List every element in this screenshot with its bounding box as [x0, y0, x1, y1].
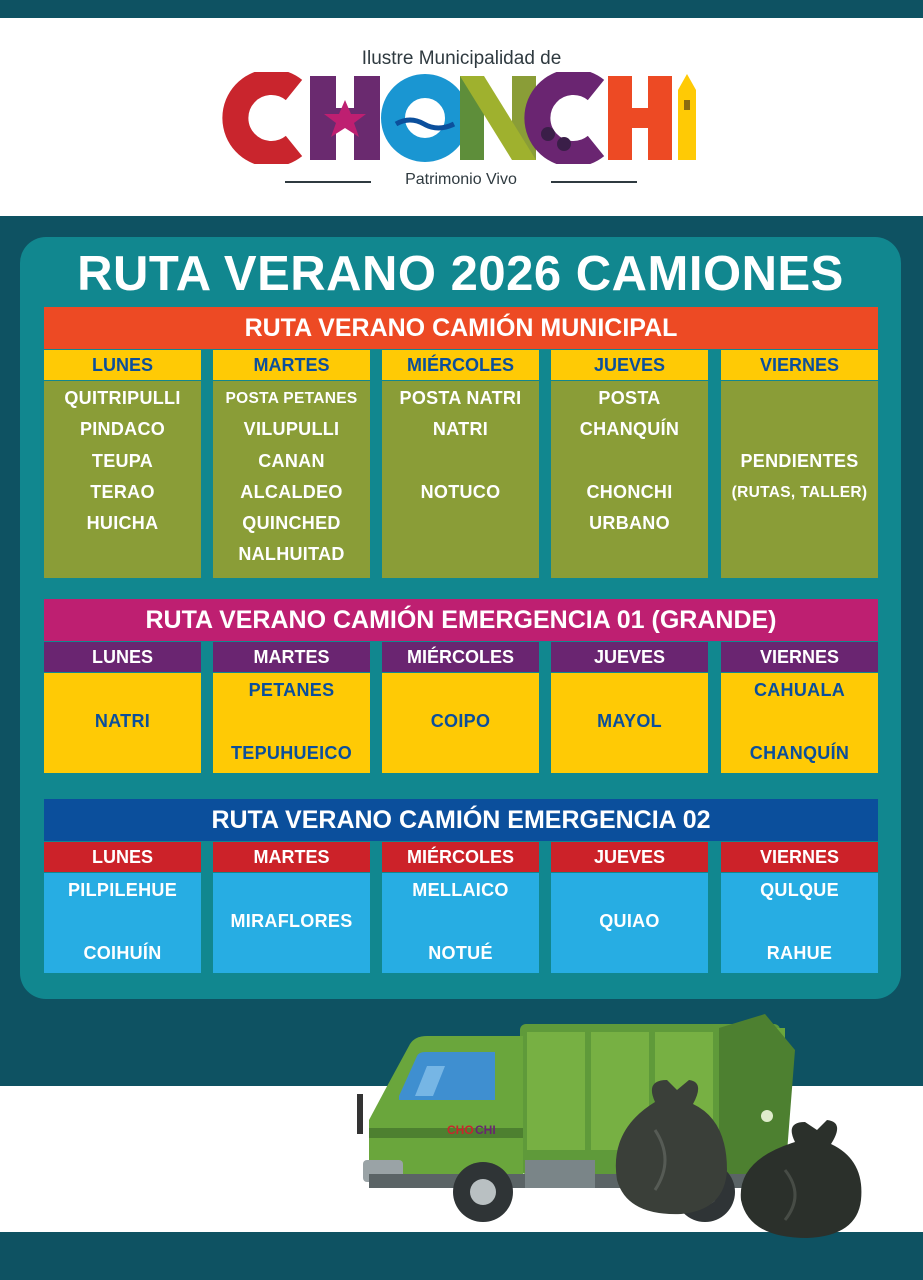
route-name: CHANQUÍN — [579, 419, 680, 440]
top-bar — [0, 0, 923, 18]
route-cell-viernes — [721, 381, 878, 578]
day-header-jueves: JUEVES — [551, 642, 708, 672]
route-name: COIPO — [430, 711, 491, 732]
route-name: NOTUÉ — [428, 942, 493, 963]
route-cell-jueves — [551, 381, 708, 578]
route-name — [721, 906, 878, 937]
route-name — [551, 446, 708, 477]
day-header-lunes: LUNES — [44, 642, 201, 672]
route-name — [721, 383, 878, 414]
route-name — [44, 675, 201, 706]
day-header-jueves: JUEVES — [551, 842, 708, 872]
route-name — [382, 446, 539, 477]
route-cell-martes — [213, 673, 370, 773]
route-name — [213, 706, 370, 737]
route-name — [721, 539, 878, 570]
route-name: NALHUITAD — [238, 544, 345, 565]
route-name: TERAO — [90, 481, 155, 502]
route-name — [551, 738, 708, 769]
route-cell-lunes — [44, 873, 201, 973]
route-name: NATRI — [94, 711, 151, 732]
route-name — [382, 539, 539, 570]
route-name: COIHUÍN — [83, 942, 162, 963]
route-name — [382, 738, 539, 769]
route-name: POSTA PETANES — [225, 390, 358, 407]
route-cell-martes — [213, 381, 370, 578]
route-name — [44, 906, 201, 937]
route-name: QULQUE — [760, 880, 839, 900]
route-name — [551, 938, 708, 969]
day-header-lunes: LUNES — [44, 350, 201, 380]
route-name: TEUPA — [91, 450, 154, 471]
route-name: QUINCHED — [242, 513, 341, 534]
day-header-martes: MARTES — [213, 350, 370, 380]
section-title-municipal: RUTA VERANO CAMIÓN MUNICIPAL — [44, 307, 878, 349]
route-name — [721, 706, 878, 737]
route-name — [213, 938, 370, 969]
day-header-miercoles: MIÉRCOLES — [382, 642, 539, 672]
day-header-lunes: LUNES — [44, 842, 201, 872]
route-name: PETANES — [248, 680, 335, 700]
garbage-truck-icon — [355, 1010, 900, 1242]
route-name: CAHUALA — [753, 680, 846, 700]
day-header-viernes: VIERNES — [721, 350, 878, 380]
route-name: TEPUHUEICO — [230, 742, 352, 763]
route-name: URBANO — [589, 513, 670, 534]
svg-text:CHO: CHO — [447, 1123, 474, 1137]
route-name — [551, 675, 708, 706]
route-name — [382, 906, 539, 937]
section-title-emergencia-02: RUTA VERANO CAMIÓN EMERGENCIA 02 — [44, 799, 878, 841]
tagline-text: Patrimonio Vivo — [405, 171, 517, 188]
route-cell-martes — [213, 873, 370, 973]
svg-text:CHI: CHI — [475, 1123, 496, 1137]
route-name: PILPILEHUE — [67, 880, 177, 900]
route-name: MAYOL — [597, 711, 662, 732]
route-cell-miercoles — [382, 873, 539, 973]
route-name — [382, 675, 539, 706]
route-name: CHONCHI — [586, 481, 673, 502]
route-name — [721, 508, 878, 539]
route-name: QUIAO — [599, 911, 660, 932]
section-title-emergencia-01: RUTA VERANO CAMIÓN EMERGENCIA 01 (GRANDE) — [44, 599, 878, 641]
route-name — [44, 539, 201, 570]
route-name: POSTA NATRI — [399, 388, 522, 408]
day-header-viernes: VIERNES — [721, 842, 878, 872]
route-name — [382, 508, 539, 539]
route-name: CHANQUÍN — [749, 742, 850, 763]
chonchi-logo — [218, 72, 706, 164]
route-name: ALCALDEO — [240, 481, 343, 502]
day-header-miercoles: MIÉRCOLES — [382, 350, 539, 380]
route-name: MELLAICO — [412, 880, 509, 900]
day-header-viernes: VIERNES — [721, 642, 878, 672]
route-cell-lunes — [44, 673, 201, 773]
route-name: NATRI — [432, 419, 489, 440]
route-name — [213, 875, 370, 906]
route-cell-jueves — [551, 673, 708, 773]
day-header-martes: MARTES — [213, 642, 370, 672]
route-name — [551, 875, 708, 906]
route-cell-viernes — [721, 873, 878, 973]
route-name: CANAN — [258, 450, 325, 471]
route-name: HUICHA — [86, 513, 159, 534]
day-header-miercoles: MIÉRCOLES — [382, 842, 539, 872]
route-name: MIRAFLORES — [230, 911, 353, 932]
route-cell-miercoles — [382, 381, 539, 578]
route-name: PINDACO — [79, 419, 166, 440]
page-title: RUTA VERANO 2026 CAMIONES — [77, 247, 844, 301]
route-name: RAHUE — [766, 942, 833, 963]
day-header-jueves: JUEVES — [551, 350, 708, 380]
route-cell-viernes — [721, 673, 878, 773]
route-name — [551, 539, 708, 570]
route-name: QUITRIPULLI — [64, 388, 181, 408]
municipality-subtitle: Ilustre Municipalidad de — [361, 48, 562, 69]
route-name — [44, 738, 201, 769]
route-name: PENDIENTES — [740, 450, 859, 471]
route-name: VILUPULLI — [243, 419, 340, 440]
tagline-divider-right — [551, 181, 637, 183]
day-header-martes: MARTES — [213, 842, 370, 872]
route-name — [721, 414, 878, 445]
route-cell-miercoles — [382, 673, 539, 773]
route-cell-jueves — [551, 873, 708, 973]
route-cell-lunes — [44, 381, 201, 578]
route-name: POSTA — [598, 388, 661, 408]
route-note: (RUTAS, TALLER) — [731, 483, 868, 501]
route-name: NOTUCO — [420, 481, 501, 502]
tagline — [285, 170, 637, 192]
